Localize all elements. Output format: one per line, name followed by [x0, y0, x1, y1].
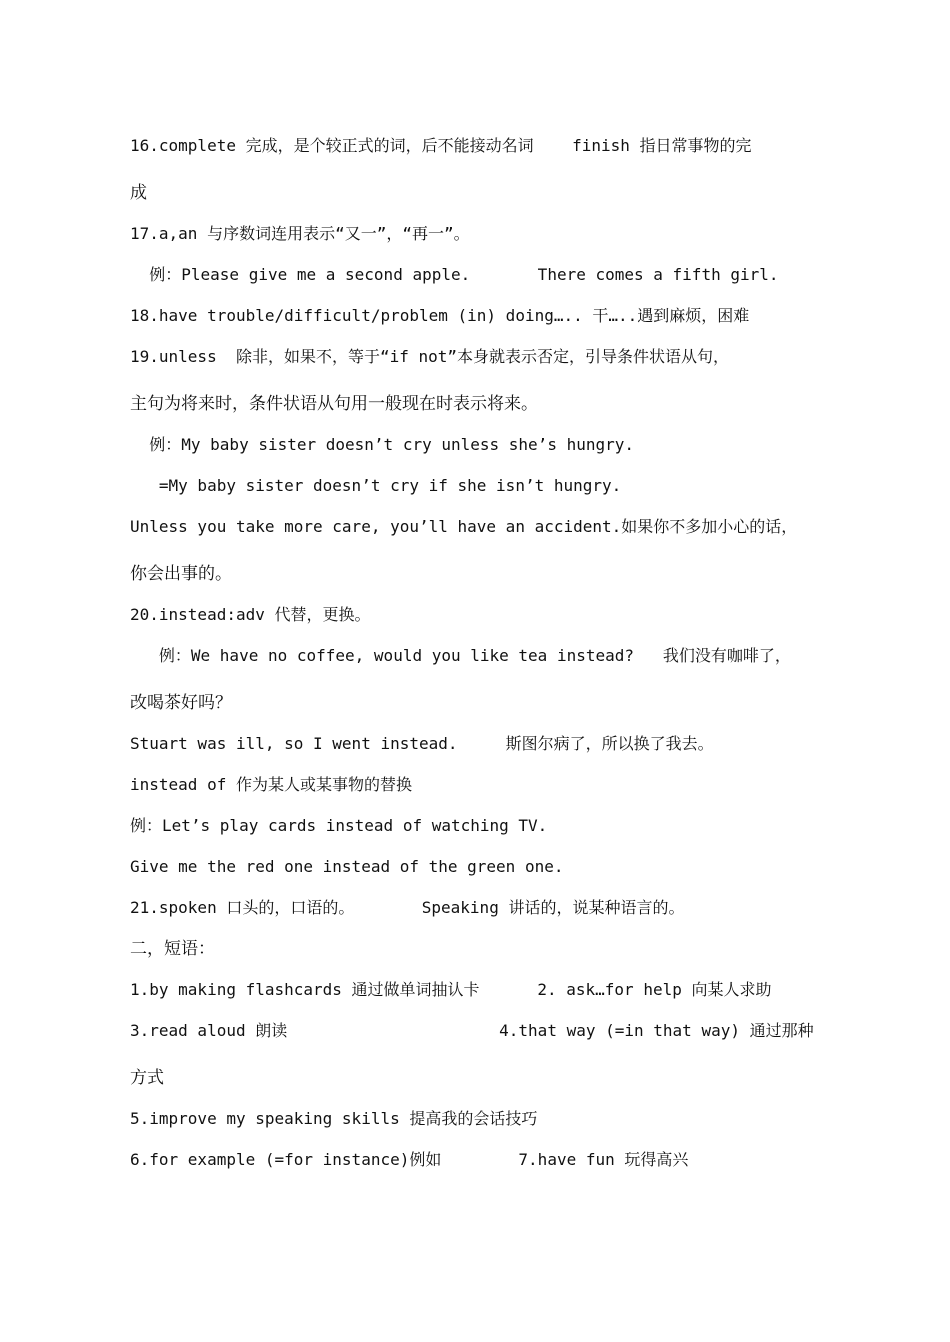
text-line: 例：Please give me a second apple. There comes a fifth girl. — [130, 265, 779, 284]
text-line: 6.for example (=for instance)例如 7.have fun 玩得高兴 — [130, 1150, 689, 1169]
text-line: Unless you take more care, you’ll have an accident.如果你不多加小心的话， — [130, 517, 798, 536]
text-line: 成 — [130, 183, 147, 203]
text-line: 1.by making flashcards 通过做单词抽认卡 2. ask…for help 向某人求助 — [130, 980, 772, 999]
text-line: 21.spoken 口头的，口语的。 Speaking 讲话的，说某种语言的。 — [130, 898, 685, 917]
text-line: Give me the red one instead of the green one. — [130, 857, 564, 876]
text-line: 例：Let’s play cards instead of watching TV. — [130, 816, 548, 835]
text-line: 方式 — [130, 1068, 164, 1088]
text-line: 3.read aloud 朗读 4.that way (=in that way) 通过那种 — [130, 1021, 814, 1040]
text-line: 5.improve my speaking skills 提高我的会话技巧 — [130, 1109, 538, 1128]
text-line: 二，短语： — [130, 939, 215, 959]
text-line: =My baby sister doesn’t cry if she isn’t hungry. — [130, 476, 622, 495]
text-line: instead of 作为某人或某事物的替换 — [130, 775, 412, 794]
text-line: 19.unless 除非，如果不，等于“if not”本身就表示否定，引导条件状语从句， — [130, 347, 730, 366]
text-line: 例：My baby sister doesn’t cry unless she’s hungry. — [130, 435, 635, 454]
text-line: Stuart was ill, so I went instead. 斯图尔病了，所以换了我去。 — [130, 734, 714, 753]
text-line: 18.have trouble/difficult/problem (in) doing….. 干…..遇到麻烦，困难 — [130, 306, 750, 325]
text-line: 主句为将来时，条件状语从句用一般现在时表示将来。 — [130, 394, 538, 414]
text-line: 你会出事的。 — [130, 564, 232, 584]
text-line: 17.a,an 与序数词连用表示“又一”，“再一”。 — [130, 224, 470, 243]
text-line: 例：We have no coffee, would you like tea instead? 我们没有咖啡了， — [130, 646, 791, 665]
text-line: 20.instead:adv 代替，更换。 — [130, 605, 371, 624]
text-line: 改喝茶好吗？ — [130, 693, 232, 713]
text-line: 16.complete 完成，是个较正式的词，后不能接动名词 finish 指日常事物的完 — [130, 136, 752, 155]
